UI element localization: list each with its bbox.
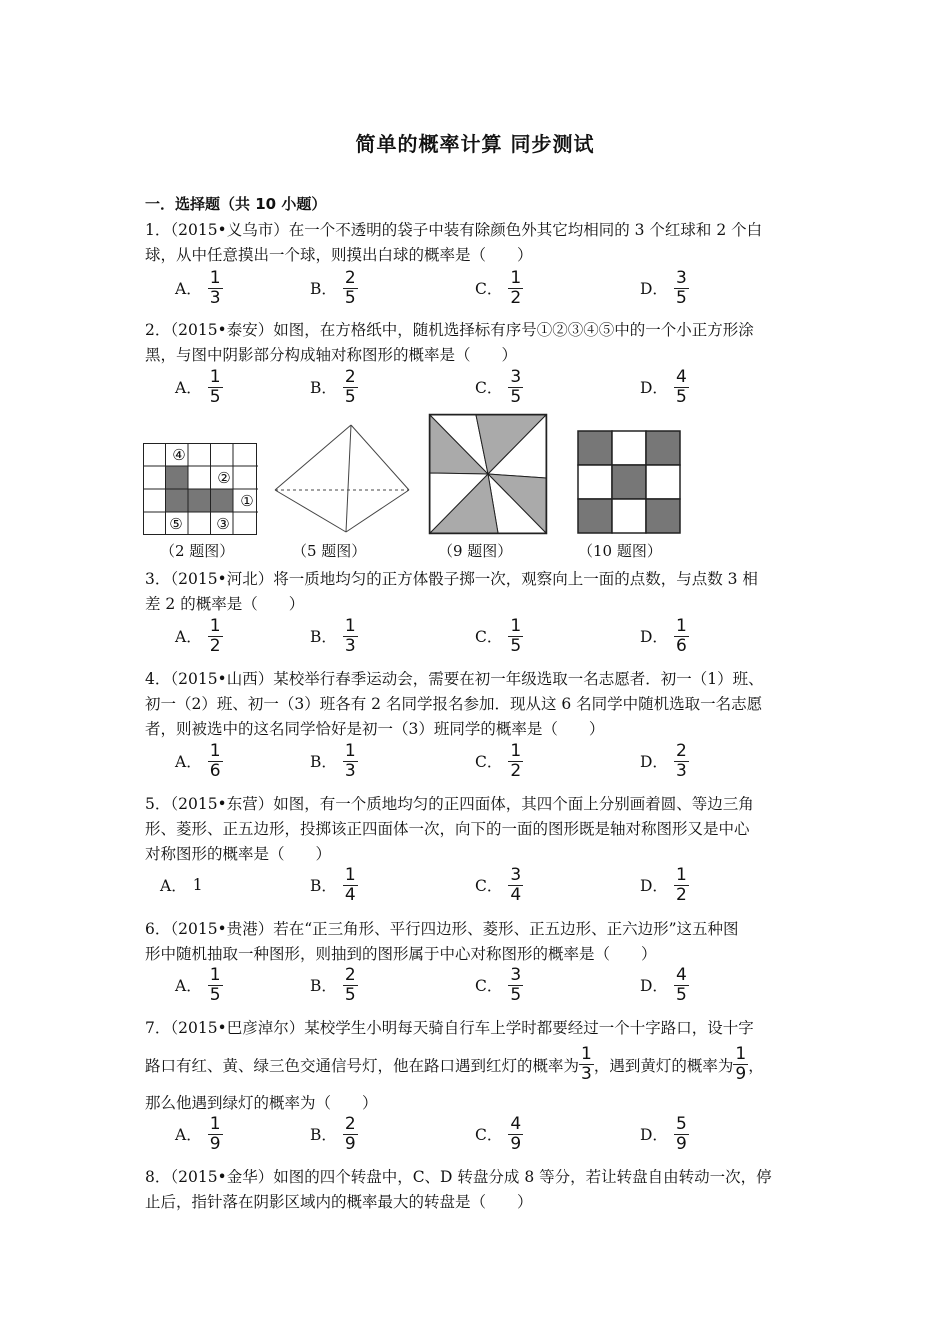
grid-label-2: ②: [217, 469, 231, 487]
q4-line1: 4．（2015•山西）某校举行春季运动会，需要在初一年级选取一名志愿者．初一（1）班、: [145, 670, 764, 688]
grid-label-3: ③: [216, 515, 230, 533]
q4-line2: 初一（2）班、初一（3）班各有 2 名同学报名参加．现从这 6 名同学中随机选取一名志愿: [145, 695, 763, 713]
section-heading: 一．选择题（共 10 小题）: [145, 195, 327, 213]
caption-fig10: （10 题图）: [578, 542, 662, 560]
q7-line3: 那么他遇到绿灯的概率为（ ）: [145, 1094, 378, 1112]
q7-option-c[interactable]: C． $\frac{4}{9}$: [475, 1113, 522, 1154]
q1-option-b[interactable]: [310, 268, 358, 308]
q5-line1: 5．（2015•东营）如图，有一个质地均匀的正四面体，其四个面上分别画着圆、等边三角: [145, 795, 754, 813]
q1-line2: 球，从中任意摸出一个球，则摸出白球的概率是（ ）: [145, 246, 533, 264]
q4-option-b[interactable]: B． $\frac{1}{3}$: [310, 740, 356, 781]
q3-option-a[interactable]: A． $\frac{1}{2}$: [175, 615, 221, 656]
fraction: $\frac{3}{5}$: [675, 267, 687, 308]
option-label: C．: [475, 280, 503, 298]
q3-line1: 3．（2015•河北）将一质地均匀的正方体骰子掷一次，观察向上一面的点数，与点数 3 相: [145, 570, 758, 588]
q3-option-d[interactable]: D． $\frac{1}{6}$: [640, 615, 687, 656]
q1-option-d[interactable]: [640, 268, 689, 308]
q7-line1: 7．（2015•巴彦淖尔）某校学生小明每天骑自行车上学时都要经过一个十字路口，设十字: [145, 1019, 754, 1037]
red-light-fraction: $\frac{1}{3}$: [581, 1044, 592, 1084]
q5-option-d[interactable]: D． $\frac{1}{2}$: [640, 864, 687, 905]
q1-option-a[interactable]: [175, 268, 223, 308]
caption-fig5: （5 题图）: [292, 542, 367, 560]
q4-option-d[interactable]: D． $\frac{2}{3}$: [640, 740, 687, 781]
q6-line2: 形中随机抽取一种图形，则抽到的图形属于中心对称图形的概率是（ ）: [145, 945, 657, 963]
q7-line2: 路口有红、黄、绿三色交通信号灯，他在路口遇到红灯的概率为 $\frac{1}{3}$ ，遇到黄灯的概率为 $\frac{1}{9}$ ，: [145, 1044, 764, 1084]
fraction: $\frac{1}{2}$: [510, 267, 522, 308]
q6-option-d[interactable]: D． $\frac{4}{5}$: [640, 964, 687, 1005]
q3-option-c[interactable]: C． $\frac{1}{5}$: [475, 615, 522, 656]
fraction: $\frac{1}{3}$: [209, 267, 221, 308]
q7-option-d[interactable]: D． $\frac{5}{9}$: [640, 1113, 687, 1154]
grid-label-5: ⑤: [169, 515, 183, 533]
q4-option-c[interactable]: C． $\frac{1}{2}$: [475, 740, 522, 781]
fraction: $\frac{2}{5}$: [344, 267, 356, 308]
q10-checker-figure: [577, 430, 682, 535]
grid-label-4: ④: [172, 446, 186, 464]
q5-line2: 形、菱形、正五边形，投掷该正四面体一次，向下的一面的图形既是轴对称图形又是中心: [145, 820, 750, 838]
q8-line1: 8．（2015•金华）如图的四个转盘中，C、D 转盘分成 8 等分，若让转盘自由转动一次，停: [145, 1168, 772, 1186]
q5-option-c[interactable]: C． $\frac{3}{4}$: [475, 864, 522, 905]
q1-option-c[interactable]: [475, 268, 523, 308]
q2-grid-figure: [143, 443, 258, 535]
caption-fig2: （2 题图）: [160, 542, 235, 560]
q6-option-c[interactable]: C． $\frac{3}{5}$: [475, 964, 522, 1005]
q2-option-a[interactable]: A． $\frac{1}{5}$: [175, 366, 221, 407]
q5-tetrahedron-figure: [273, 423, 411, 535]
caption-fig9: （9 题图）: [438, 542, 513, 560]
q2-line1: 2．（2015•泰安）如图，在方格纸中，随机选择标有序号①②③④⑤中的一个小正方形涂: [145, 321, 754, 339]
q1-line1: 1．（2015•义乌市）在一个不透明的袋子中装有除颜色外其它均相同的 3 个红球和 2 个白: [145, 221, 763, 239]
option-label: D．: [640, 280, 668, 298]
q2-line2: 黑，与图中阴影部分构成轴对称图形的概率是（ ）: [145, 346, 518, 364]
q8-line2: 止后，指针落在阴影区域内的概率最大的转盘是（ ）: [145, 1193, 533, 1211]
q7-option-b[interactable]: B． $\frac{2}{9}$: [310, 1113, 356, 1154]
q2-option-c[interactable]: C． $\frac{3}{5}$: [475, 366, 522, 407]
page-title: 简单的概率计算 同步测试: [355, 132, 595, 156]
q2-option-b[interactable]: B． $\frac{2}{5}$: [310, 366, 356, 407]
grid-label-1: ①: [240, 492, 254, 510]
option-label: B．: [310, 280, 337, 298]
q4-option-a[interactable]: A． $\frac{1}{6}$: [175, 740, 221, 781]
q6-option-a[interactable]: A． $\frac{1}{5}$: [175, 964, 221, 1005]
q9-pinwheel-figure: [428, 413, 548, 535]
q6-line1: 6．（2015•贵港）若在“正三角形、平行四边形、菱形、正五边形、正六边形”这五种图: [145, 920, 739, 938]
q6-option-b[interactable]: B． $\frac{2}{5}$: [310, 964, 356, 1005]
q3-option-b[interactable]: B． $\frac{1}{3}$: [310, 615, 356, 656]
q5-option-a[interactable]: A． 1: [160, 876, 203, 895]
yellow-light-fraction: $\frac{1}{9}$: [735, 1044, 747, 1084]
option-label: A．: [175, 280, 202, 298]
q5-option-b[interactable]: B． $\frac{1}{4}$: [310, 864, 356, 905]
q3-line2: 差 2 的概率是（ ）: [145, 595, 305, 613]
q5-line3: 对称图形的概率是（ ）: [145, 845, 332, 863]
q4-line3: 者，则被选中的这名同学恰好是初一（3）班同学的概率是（ ）: [145, 720, 605, 738]
q7-option-a[interactable]: A． $\frac{1}{9}$: [175, 1113, 221, 1154]
q2-option-d[interactable]: D． $\frac{4}{5}$: [640, 366, 687, 407]
